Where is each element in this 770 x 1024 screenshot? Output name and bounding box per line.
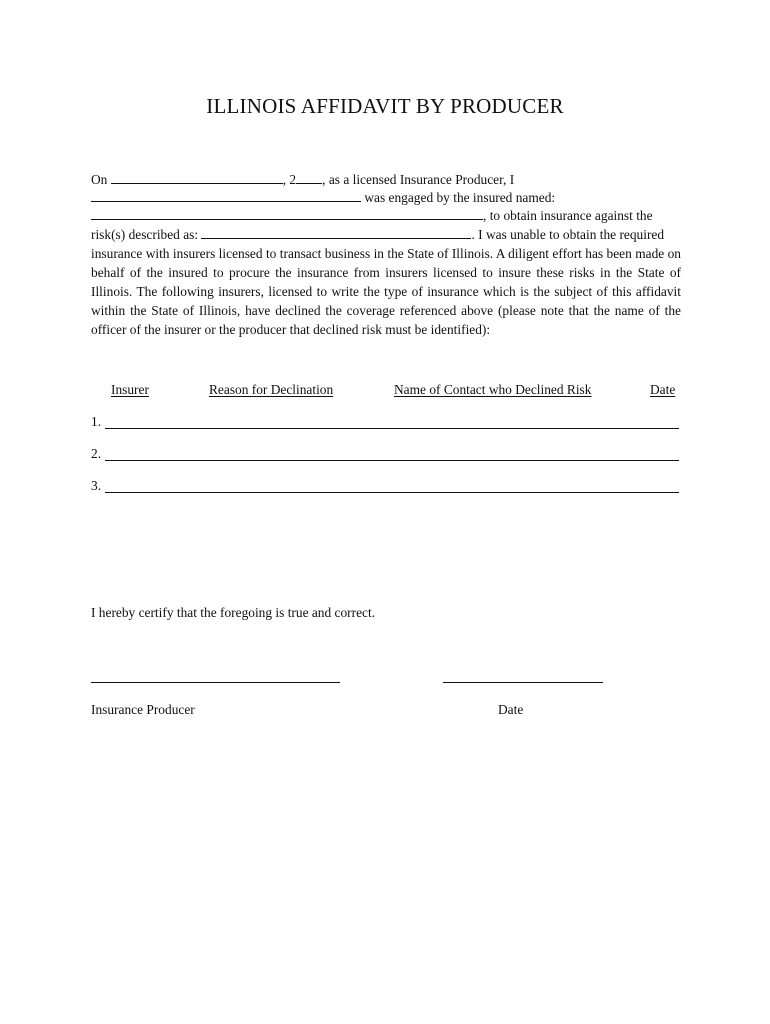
date-blank[interactable]: [111, 171, 283, 184]
obtain-text: , to obtain insurance against the: [483, 208, 653, 223]
date-signature-line[interactable]: [443, 682, 603, 683]
licensed-text: , as a licensed Insurance Producer, I: [322, 172, 515, 187]
header-insurer: Insurer: [111, 382, 149, 397]
intro-line-2: [91, 188, 555, 207]
row-3-line[interactable]: [105, 492, 679, 493]
producer-label: Insurance Producer: [91, 702, 195, 717]
insured-name-blank[interactable]: [91, 207, 483, 220]
engaged-text: was engaged by the insured named:: [364, 190, 556, 205]
producer-signature-line[interactable]: [91, 682, 340, 683]
intro-line-1: [91, 170, 514, 189]
producer-name-blank[interactable]: [91, 189, 361, 202]
year-blank[interactable]: [296, 171, 322, 184]
year-prefix: , 2: [282, 172, 297, 187]
declaration-paragraph: insurance with insurers licensed to transact business in the State of Illinois. A diligent effort has been made on behalf of the insured to procure the insurance from insurers licensed to insure these risks in the State of Illinois. The following insurers, licensed to write the type of insurance which is the subject of this affidavit within the State of Illinois, have declined the coverage referenced above (please note that the name of the officer of the insurer or the producer that declined risk must be identified):: [91, 246, 681, 337]
row-2-line[interactable]: [105, 460, 679, 461]
header-contact: Name of Contact who Declined Risk: [394, 382, 592, 397]
header-reason: Reason for Declination: [209, 382, 334, 397]
row-number: 2.: [91, 446, 102, 461]
document-title: ILLINOIS AFFIDAVIT BY PRODUCER: [206, 94, 564, 118]
row-number: 3.: [91, 478, 102, 493]
risks-blank[interactable]: [201, 226, 471, 239]
header-date: Date: [650, 382, 676, 397]
date-label: Date: [498, 702, 524, 717]
intro-line-4: [91, 225, 664, 244]
intro-line-3: [91, 206, 653, 225]
row-1-line[interactable]: [105, 428, 679, 429]
unable-text: . I was unable to obtain the required: [471, 227, 665, 242]
on-label: On: [91, 172, 108, 187]
risks-label: risk(s) described as:: [91, 227, 199, 242]
row-number: 1.: [91, 414, 102, 429]
certification-statement: I hereby certify that the foregoing is true and correct.: [91, 605, 376, 620]
